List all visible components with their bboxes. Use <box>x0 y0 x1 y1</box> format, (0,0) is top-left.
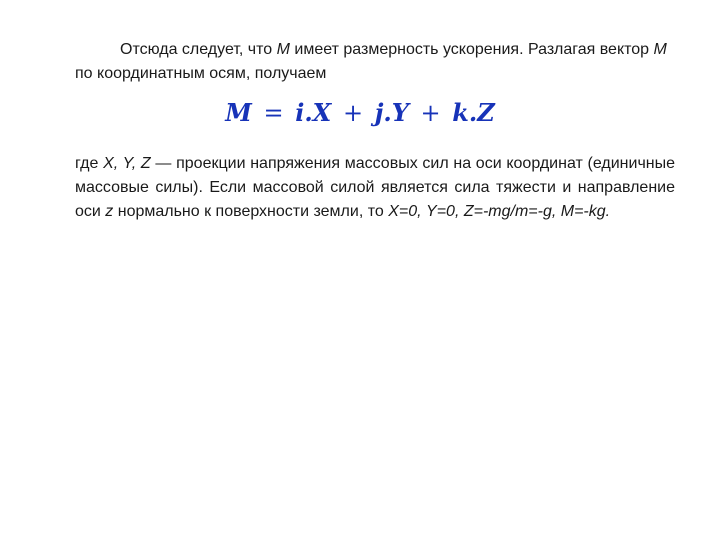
explanation-axis: z <box>105 203 114 220</box>
formula-plus-2: + <box>420 99 441 127</box>
formula-term-y: j.Y <box>374 98 409 127</box>
explanation-text-3: нормально к поверхности земли, то <box>113 203 389 220</box>
intro-var-m-2: М <box>653 41 667 58</box>
formula-term-x: i.X <box>295 98 332 127</box>
formula-plus-1: + <box>342 99 364 127</box>
explanation-paragraph <box>75 152 675 224</box>
formula-term-z: k.Z <box>452 98 495 127</box>
explanation-text-2: — проекции напряжения массовых сил на оси координат (единичные массовые силы). Если массовой силой является сила тяжести и направление оси <box>75 155 676 220</box>
explanation-values: Х=0, Y=0, Z=-mg/m=-g, M=-kg. <box>388 203 611 220</box>
formula-lhs: M <box>225 98 252 127</box>
explanation-vars: X, Y, Z <box>103 155 151 172</box>
formula-equals: = <box>263 99 284 127</box>
intro-paragraph <box>75 38 675 86</box>
intro-text-3: по координатным осям, получаем <box>75 65 327 82</box>
explanation-text-1: где <box>75 155 104 172</box>
intro-text-2: имеет размерность ускорения. Разлагая вектор <box>289 41 654 58</box>
vector-formula <box>0 97 720 129</box>
intro-var-m-1: М <box>276 41 290 58</box>
intro-text-1: Отсюда следует, что <box>120 41 277 58</box>
